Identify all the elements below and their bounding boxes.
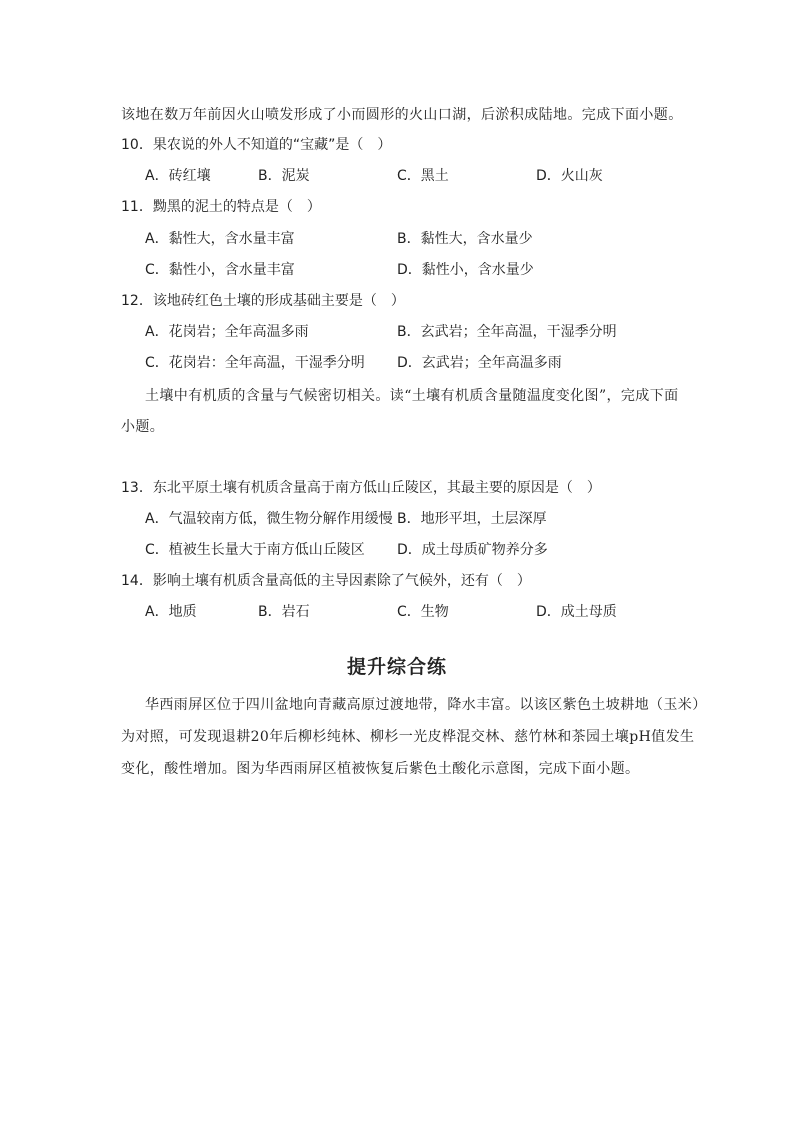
q10-option-b[interactable]: B．泥炭 [258, 168, 310, 184]
q11-option-b[interactable]: B．黏性大，含水量少 [397, 231, 533, 247]
q13-option-c[interactable]: C．植被生长量大于南方低山丘陵区 [145, 542, 365, 558]
q11-option-c[interactable]: C．黏性小，含水量丰富 [145, 262, 295, 278]
q10-option-c[interactable]: C．黑土 [397, 168, 449, 184]
question-11: 11．黝黑的泥土的特点是（ ） [121, 199, 321, 215]
q12-option-d[interactable]: D．玄武岩；全年高温多雨 [397, 355, 562, 371]
q10-option-d[interactable]: D．火山灰 [536, 168, 603, 184]
intro-paragraph-3-line-3: 变化，酸性增加。图为华西雨屏区植被恢复后紫色土酸化示意图，完成下面小题。 [121, 761, 640, 777]
intro-paragraph-2-line-2: 小题。 [121, 419, 165, 435]
section-title: 提升综合练 [346, 656, 447, 678]
question-12: 12．该地砖红色土壤的形成基础主要是（ ） [121, 293, 405, 309]
q14-option-c[interactable]: C．生物 [397, 604, 449, 620]
q13-option-d[interactable]: D．成土母质矿物养分多 [397, 542, 548, 558]
question-13: 13．东北平原土壤有机质含量高于南方低山丘陵区，其最主要的原因是（ ） [121, 480, 601, 496]
intro-paragraph-3-line-1: 华西雨屏区位于四川盆地向青藏高原过渡地带，降水丰富。以该区紫色土坡耕地（玉米） [145, 697, 707, 713]
q13-option-a[interactable]: A．气温较南方低，微生物分解作用缓慢 [145, 511, 393, 527]
q11-option-a[interactable]: A．黏性大，含水量丰富 [145, 231, 295, 247]
intro-paragraph-1: 该地在数万年前因火山喷发形成了小而圆形的火山口湖，后淤积成陆地。完成下面小题。 [121, 107, 683, 123]
question-10: 10．果农说的外人不知道的“宝藏”是（ ） [121, 137, 392, 153]
q14-option-b[interactable]: B．岩石 [258, 604, 310, 620]
q12-option-c[interactable]: C．花岗岩：全年高温，干湿季分明 [145, 355, 365, 371]
q12-option-a[interactable]: A．花岗岩；全年高温多雨 [145, 324, 309, 340]
question-14: 14．影响土壤有机质含量高低的主导因素除了气候外，还有（ ） [121, 573, 531, 589]
q12-option-b[interactable]: B．玄武岩；全年高温，干湿季分明 [397, 324, 617, 340]
q10-option-a[interactable]: A．砖红壤 [145, 168, 211, 184]
q13-option-b[interactable]: B．地形平坦，土层深厚 [397, 511, 547, 527]
intro-paragraph-3-line-2: 为对照，可发现退耕20年后柳杉纯林、柳杉一光皮桦混交林、慈竹林和茶园土壤pH值发生 [121, 729, 695, 745]
intro-paragraph-2-line-1: 土壤中有机质的含量与气候密切相关。读“土壤有机质含量随温度变化图”，完成下面 [145, 388, 679, 404]
q11-option-d[interactable]: D．黏性小，含水量少 [397, 262, 534, 278]
q14-option-a[interactable]: A．地质 [145, 604, 197, 620]
q14-option-d[interactable]: D．成土母质 [536, 604, 617, 620]
